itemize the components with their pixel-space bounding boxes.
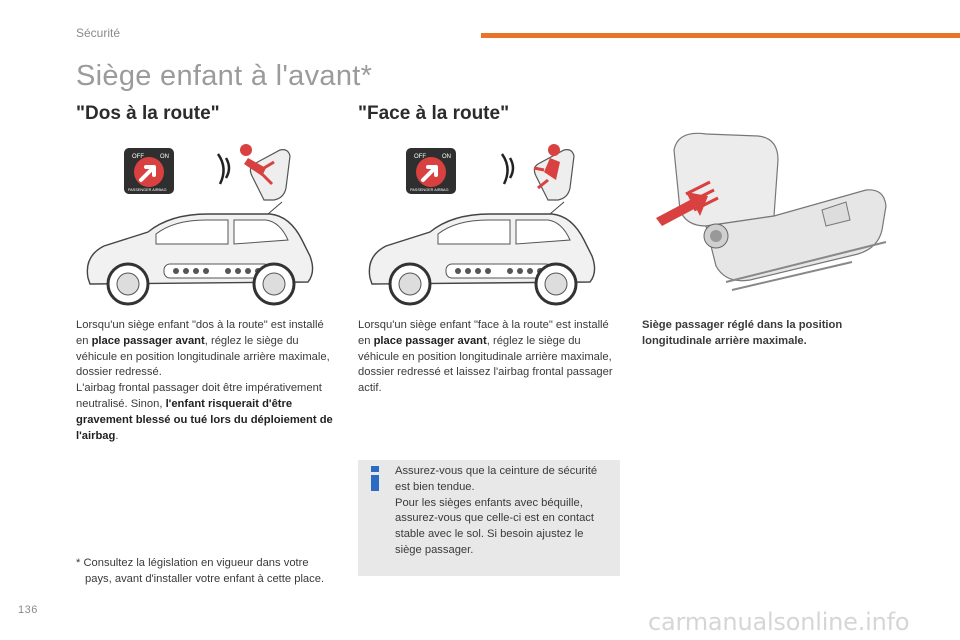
passenger-seat-illustration — [646, 130, 894, 302]
rear-facing-instructions: Lorsqu'un siège enfant "dos à la route" est installé en place passager avant, réglez le siège du véhicule en position longitudinale arrière maximale, dossier redressé. L'airbag frontal passager doit être impérativement neutralisé. Sinon, l'enfant risquerait d'être gravement blessé ou tué lors du déploiement de l'airbag. — [76, 319, 333, 442]
airbag-off-warning-icon — [124, 148, 174, 194]
car-side-view-rear-facing — [78, 200, 318, 310]
info-box — [358, 460, 620, 576]
rear-facing-child-seat-icon — [214, 140, 294, 202]
svg-text:ON: ON — [442, 154, 451, 160]
page-title: Siège enfant à l'avant* — [76, 60, 373, 92]
svg-text:ON: ON — [160, 154, 169, 160]
car-side-view-forward-facing — [360, 200, 600, 310]
forward-facing-heading: "Face à la route" — [358, 103, 510, 124]
info-icon — [368, 464, 382, 492]
page-number: 136 — [18, 604, 38, 616]
forward-facing-instructions: Lorsqu'un siège enfant "face à la route" est installé en place passager avant, réglez le siège du véhicule en position longitudinale arrière maximale, dossier redressé et laissez l'airbag frontal passager actif. — [358, 319, 613, 395]
section-label: Sécurité — [76, 26, 121, 40]
airbag-on-warning-icon — [406, 148, 456, 194]
svg-text:OFF: OFF — [132, 154, 144, 160]
svg-text:OFF: OFF — [414, 154, 426, 160]
rear-facing-heading: "Dos à la route" — [76, 103, 220, 124]
svg-text:PASSENGER AIRBAG: PASSENGER AIRBAG — [128, 188, 167, 192]
svg-text:PASSENGER AIRBAG: PASSENGER AIRBAG — [410, 188, 449, 192]
watermark: carmanualsonline.info — [648, 608, 910, 636]
seat-caption: Siège passager réglé dans la position longitudinale arrière maximale. — [642, 319, 843, 347]
forward-facing-child-seat-icon — [498, 140, 578, 202]
footnote: * Consultez la législation en vigueur dans votre pays, avant d'installer votre enfant à cette place. — [76, 557, 325, 585]
info-text: Assurez-vous que la ceinture de sécurité est bien tendue. Pour les sièges enfants avec béquille, assurez-vous que celle-ci est en contact stable avec le sol. Si besoin ajustez le siège passager. — [395, 465, 598, 556]
header-accent-rule — [481, 33, 960, 38]
